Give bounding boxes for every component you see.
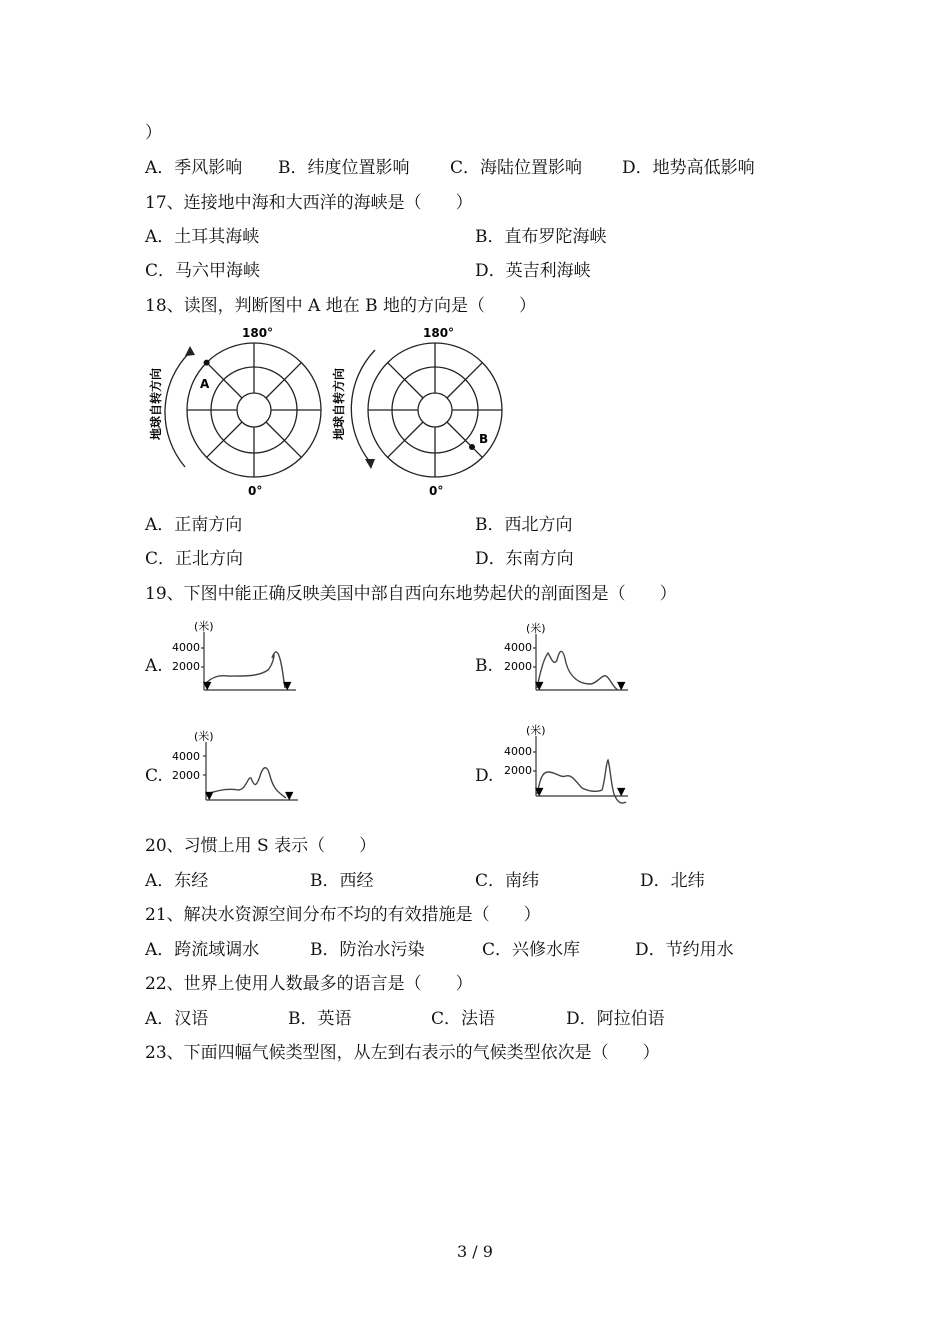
q18-option-b[interactable]: B．西北方向 (475, 515, 573, 535)
q16-option-d[interactable]: D．地势高低影响 (622, 158, 755, 178)
profile-b-curve (537, 651, 618, 690)
polar-diagram-right (368, 343, 502, 477)
profile-b-tick-4000: 4000 (504, 641, 532, 654)
point-a-marker (204, 360, 210, 366)
q18-polar-figure (140, 322, 520, 500)
q19-stem: 19、下图中能正确反映美国中部自西向东地势起伏的剖面图是（ ） (145, 584, 677, 604)
q18-option-c[interactable]: C．正北方向 (145, 549, 244, 569)
profile-a-tick-4000: 4000 (172, 641, 200, 654)
q21-stem: 21、解决水资源空间分布不均的有效措施是（ ） (145, 905, 541, 925)
q16-option-c[interactable]: C．海陆位置影响 (450, 158, 583, 178)
right-top-label: 180° (423, 326, 455, 340)
profile-c-tick-2000: 2000 (172, 769, 200, 782)
profile-a-curve (205, 652, 285, 688)
q19-option-c-letter[interactable]: C. (145, 766, 163, 786)
left-rotation-arrow (165, 352, 190, 467)
q18-option-d[interactable]: D．东南方向 (475, 549, 574, 569)
q19-profile-d[interactable] (500, 722, 635, 810)
profile-b-unit: (米) (526, 622, 546, 635)
q17-option-d[interactable]: D．英吉利海峡 (475, 261, 591, 281)
right-arrow-head (365, 459, 375, 469)
q20-option-d[interactable]: D．北纬 (640, 871, 705, 891)
q19-profile-b[interactable] (500, 618, 635, 700)
right-rotation-label: 地球自转方向 (332, 367, 346, 440)
point-b-marker (469, 444, 475, 450)
q17-option-a[interactable]: A．土耳其海峡 (145, 227, 260, 247)
q17-option-c[interactable]: C．马六甲海峡 (145, 261, 261, 281)
left-bottom-label: 0° (248, 484, 263, 498)
left-rotation-label: 地球自转方向 (149, 367, 163, 440)
page-number: 3 / 9 (457, 1242, 493, 1261)
profile-d-unit: (米) (526, 724, 546, 737)
q21-option-c[interactable]: C．兴修水库 (482, 940, 581, 960)
q22-stem: 22、世界上使用人数最多的语言是（ ） (145, 974, 473, 994)
q16-tail: ） (145, 123, 162, 143)
q19-option-b-letter[interactable]: B. (475, 656, 493, 676)
q16-option-a[interactable]: A．季风影响 (145, 158, 243, 178)
point-b-label: B (479, 432, 489, 446)
q19-profile-a[interactable] (168, 618, 303, 700)
q21-option-d[interactable]: D．节约用水 (635, 940, 734, 960)
right-rotation-arrow (351, 350, 375, 462)
profile-c-tick-4000: 4000 (172, 750, 200, 763)
q22-option-d[interactable]: D．阿拉伯语 (566, 1009, 665, 1029)
right-bottom-label: 0° (429, 484, 444, 498)
q18-stem: 18、读图，判断图中 A 地在 B 地的方向是（ ） (145, 296, 537, 316)
q22-option-b[interactable]: B．英语 (288, 1009, 352, 1029)
q22-option-a[interactable]: A．汉语 (145, 1009, 209, 1029)
svg-text:▼: ▼ (535, 785, 544, 798)
profile-d-tick-2000: 2000 (504, 764, 532, 777)
q16-option-b[interactable]: B．纬度位置影响 (278, 158, 410, 178)
q23-stem: 23、下面四幅气候类型图，从左到右表示的气候类型依次是（ ） (145, 1043, 660, 1063)
q19-option-a-letter[interactable]: A. (145, 656, 163, 676)
q20-stem: 20、习惯上用 S 表示（ ） (145, 836, 377, 856)
left-arrow-head (185, 346, 195, 356)
profile-b-tick-2000: 2000 (504, 660, 532, 673)
q19-option-d-letter[interactable]: D. (475, 766, 494, 786)
q19-profile-c[interactable] (168, 728, 303, 810)
q20-option-c[interactable]: C．南纬 (475, 871, 540, 891)
q17-stem: 17、连接地中海和大西洋的海峡是（ ） (145, 193, 473, 213)
q20-option-a[interactable]: A．东经 (145, 871, 209, 891)
profile-a-tick-2000: 2000 (172, 660, 200, 673)
q20-option-b[interactable]: B．西经 (310, 871, 374, 891)
point-a-label: A (200, 377, 210, 391)
left-top-label: 180° (242, 326, 274, 340)
profile-d-tick-4000: 4000 (504, 745, 532, 758)
svg-text:▼: ▼ (285, 789, 294, 802)
profile-c-unit: (米) (194, 730, 214, 743)
svg-text:▼: ▼ (617, 785, 626, 798)
q18-option-a[interactable]: A．正南方向 (145, 515, 243, 535)
q21-option-b[interactable]: B．防治水污染 (310, 940, 425, 960)
profile-a-unit: (米) (194, 620, 214, 633)
svg-text:▼: ▼ (203, 679, 212, 692)
q21-option-a[interactable]: A．跨流域调水 (145, 940, 260, 960)
profile-c-curve (207, 768, 286, 798)
svg-text:▼: ▼ (617, 679, 626, 692)
q22-option-c[interactable]: C．法语 (431, 1009, 496, 1029)
svg-text:▼: ▼ (283, 679, 292, 692)
q17-option-b[interactable]: B．直布罗陀海峡 (475, 227, 607, 247)
svg-text:▼: ▼ (535, 679, 544, 692)
svg-text:▼: ▼ (205, 789, 214, 802)
